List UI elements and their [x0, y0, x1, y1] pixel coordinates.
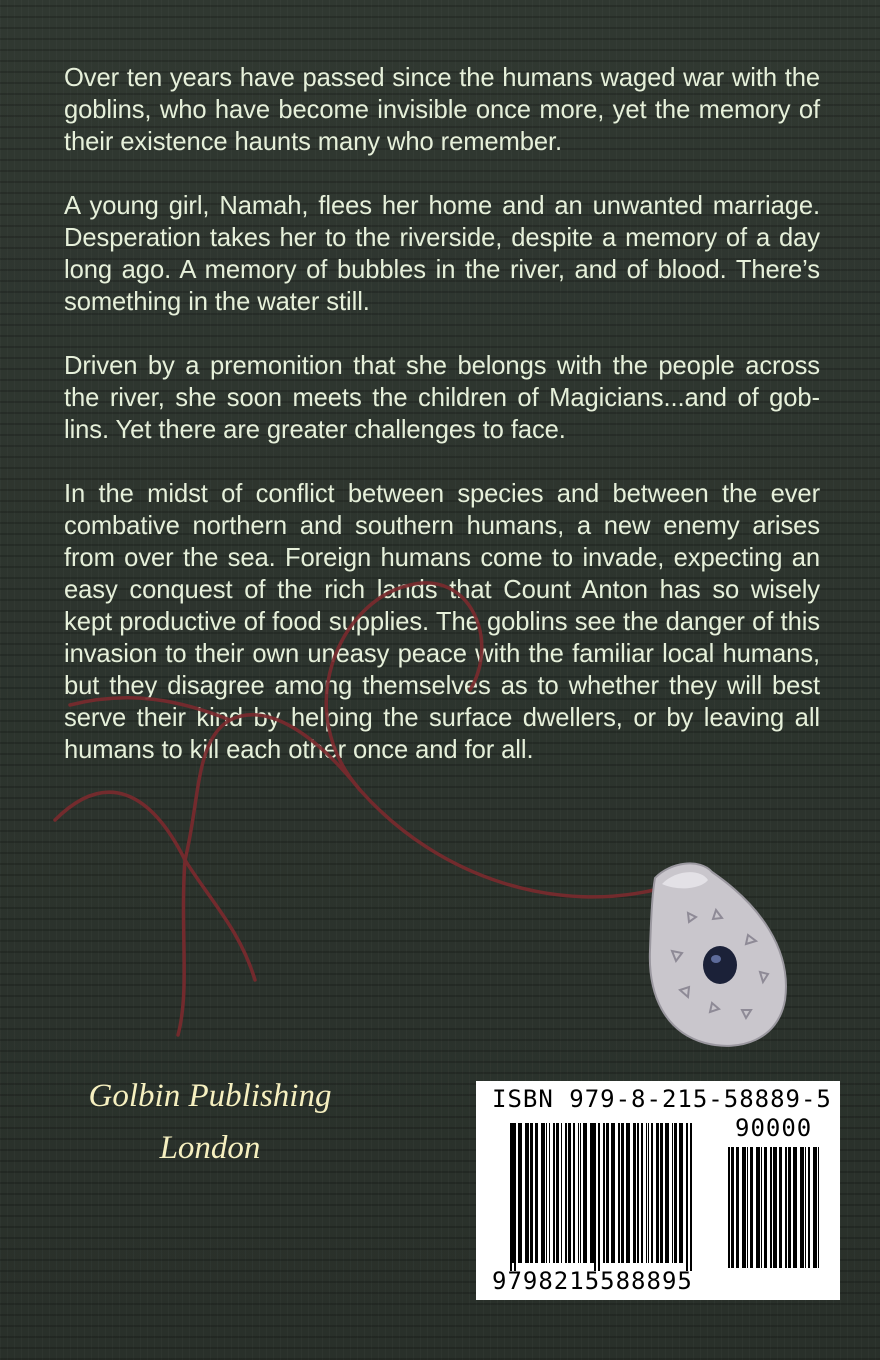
blurb-paragraph-1: Over ten years have passed since the humans waged war with the goblins, who have become invisible once more, yet the memory of their existence haunts many who remember. — [64, 64, 820, 156]
publisher-city: London — [159, 1130, 261, 1166]
blurb-paragraph-2: A young girl, Namah, flees her home and an unwanted marriage. Desperation takes her to the riverside, despite a memory of a day long ago. A memory of bubbles in the river, and of blood. There’s something in the water still. — [64, 192, 820, 316]
isbn-label: ISBN 979-8-215-58889-5 — [492, 1085, 832, 1113]
isbn-barcode-block — [476, 1081, 840, 1300]
blurb-paragraph-4: In the midst of conflict between species and between the ever combative northern and southern humans, a new enemy arises from over the sea. Foreign humans come to invade, expecting an easy conquest of the rich lands that Count Anton has so wisely kept productive of food supplies. The goblins see the danger of this invasion to their own uneasy peace with the familiar local humans, but they disagree among themselves as to whether they will best serve their kind by helping the surface dwellers, or by leaving all humans to kill each other once and for all. — [64, 480, 820, 764]
barcode-digits: 9798215588895 — [492, 1267, 693, 1295]
publisher-name: Golbin Publishing — [88, 1078, 332, 1114]
publisher-imprint — [60, 1070, 360, 1174]
blurb-paragraph-3: Driven by a premonition that she belongs with the people across the river, she soon meets the children of Magicians...and of gob-lins. Yet there are greater challenges to face. — [64, 352, 820, 444]
price-code-label: 90000 — [735, 1114, 813, 1142]
pendant-charm — [650, 863, 786, 1045]
back-cover-blurb — [64, 62, 820, 798]
